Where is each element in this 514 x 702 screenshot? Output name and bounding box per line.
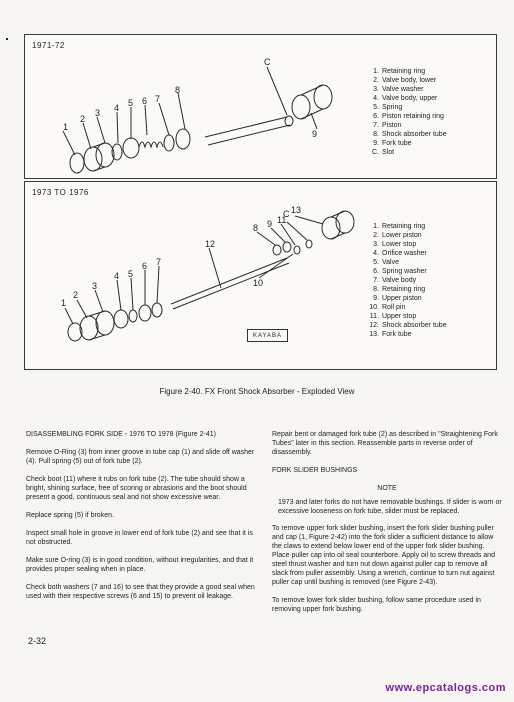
note-title: NOTE xyxy=(377,485,397,492)
legend-item: 1. Retaining ring xyxy=(373,68,426,75)
legend-item: 12. Shock absorber tube xyxy=(369,322,447,329)
legend-item: 8. Retaining ring xyxy=(373,286,426,293)
callout-10: 10 xyxy=(253,278,264,288)
paragraph: Replace spring (5) if broken. xyxy=(26,512,114,519)
section-heading: DISASSEMBLING FORK SIDE - 1976 TO 1978 (Figure 2-41) xyxy=(26,431,216,438)
legend-item: 5. Valve xyxy=(373,259,399,266)
legend-item: 7. Valve body xyxy=(373,277,417,284)
legend-item: 6. Spring washer xyxy=(373,268,427,275)
legend-item: 10. Roll pin xyxy=(369,304,406,311)
right-column xyxy=(272,430,502,623)
callout-9: 9 xyxy=(312,129,318,139)
callout-c: C xyxy=(283,209,290,219)
page-number: 2-32 xyxy=(28,636,47,646)
note-text: 1973 and later forks do not have removable bushings. If slider is worn or excessive looseness on fork tube, slider must be replaced. xyxy=(278,499,502,515)
diagram-panel-1971-72 xyxy=(24,34,497,179)
callout-5: 5 xyxy=(128,98,134,108)
callout-13: 13 xyxy=(291,205,302,215)
legend-item: C. Slot xyxy=(372,149,395,156)
callout-7: 7 xyxy=(155,94,161,104)
legend-item: 13. Fork tube xyxy=(369,331,412,338)
callout-2: 2 xyxy=(73,290,79,300)
paragraph: Check both washers (7 and 16) to see that they provide a good seal when used with their respective screws (6 and 15) to prevent oil leakage. xyxy=(26,584,255,600)
callout-8: 8 xyxy=(175,85,181,95)
callout-4: 4 xyxy=(114,103,120,113)
legend-item: 3. Valve washer xyxy=(373,86,424,93)
callout-c: C xyxy=(264,57,271,67)
legend-item: 11. Upper stop xyxy=(369,313,417,320)
legend-item: 3. Lower stop xyxy=(373,241,417,248)
parts-legend-1973-to-1976 xyxy=(365,222,447,339)
callout-5: 5 xyxy=(128,269,134,279)
scan-mark xyxy=(6,38,8,40)
callout-6: 6 xyxy=(142,261,148,271)
paragraph: Make sure O-ring (3) is in good condition, without irregularities, and that it provides proper sealing when in place. xyxy=(26,557,254,573)
callout-4: 4 xyxy=(114,271,120,281)
legend-item: 8. Shock absorber tube xyxy=(373,131,447,138)
callout-1: 1 xyxy=(63,122,69,132)
legend-item: 2. Valve body, lower xyxy=(373,77,437,84)
callout-7: 7 xyxy=(156,257,162,267)
legend-item: 1. Retaining ring xyxy=(373,223,426,230)
paragraph: Remove O-Ring (3) from inner groove in tube cap (1) and slide off washer (4). Pull spring (5) out of fork tube (2). xyxy=(26,449,255,465)
legend-item: 4. Valve body, upper xyxy=(373,95,438,102)
legend-item: 7. Piston xyxy=(373,122,402,129)
parts-legend-1971-72 xyxy=(365,67,447,157)
legend-item: 9. Upper piston xyxy=(373,295,422,302)
paragraph: To remove lower fork slider bushing, follow same procedure used in removing upper fork bushing. xyxy=(272,597,481,613)
figure-caption: Figure 2-40. FX Front Shock Absorber - Exploded View xyxy=(159,387,355,396)
paragraph: Check boot (11) where it rubs on fork tube (2). The tube should show a bright, shining surface, free of scoring or abrasions and the boot should present a good, continuous seal and not show excessive wear. xyxy=(26,476,247,501)
paragraph: To remove upper fork slider bushing, insert the fork slider bushing puller and cap (1, Figure 2-42) into the fork slider a sufficient distance to allow the claws to extend below lower end of the upper fork slider bushing. Place puller cap into oil seal counterbore. Apply oil to screw threads and steel thrust washer and turn nut down against puller cap to remove all slack from puller assembly. Using a wrench, continue to turn nut against puller cap until bushing is removed (see Figure 2-43). xyxy=(272,525,495,586)
intro-paragraph: Repair bent or damaged fork tube (2) as described in "Straightening Fork Tubes" later in this section. Reassemble parts in reverse order of disassembly. xyxy=(272,431,498,456)
exploded-view-1971-72-drawing xyxy=(25,35,355,178)
legend-item: 2. Lower piston xyxy=(373,232,422,239)
watermark: www.epcatalogs.com xyxy=(385,682,506,694)
callout-6: 6 xyxy=(142,96,148,106)
legend-item: 9. Fork tube xyxy=(373,140,412,147)
left-column xyxy=(26,430,256,610)
legend-item: 5. Spring xyxy=(373,104,403,111)
legend-item: 6. Piston retaining ring xyxy=(373,113,444,120)
callout-12: 12 xyxy=(205,239,216,249)
callout-1: 1 xyxy=(61,298,67,308)
diagram-panel-1973-to-1976 xyxy=(24,181,497,370)
callout-8: 8 xyxy=(253,223,259,233)
callout-2: 2 xyxy=(80,114,86,124)
callout-3: 3 xyxy=(95,108,101,118)
section-heading: FORK SLIDER BUSHINGS xyxy=(272,467,358,474)
panel-title: 1973 TO 1976 xyxy=(32,188,89,197)
kayaba-label: KAYABA xyxy=(247,329,288,342)
note-box xyxy=(272,484,502,516)
panel-title: 1971-72 xyxy=(32,41,65,50)
callout-9: 9 xyxy=(267,219,273,229)
callout-11: 11 xyxy=(277,215,287,225)
callout-3: 3 xyxy=(92,281,98,291)
exploded-view-1973-to-1976-drawing xyxy=(25,182,355,369)
paragraph: Inspect small hole in groove in lower end of fork tube (2) and see that it is not obstructed. xyxy=(26,530,253,546)
legend-item: 4. Orifice washer xyxy=(373,250,427,257)
